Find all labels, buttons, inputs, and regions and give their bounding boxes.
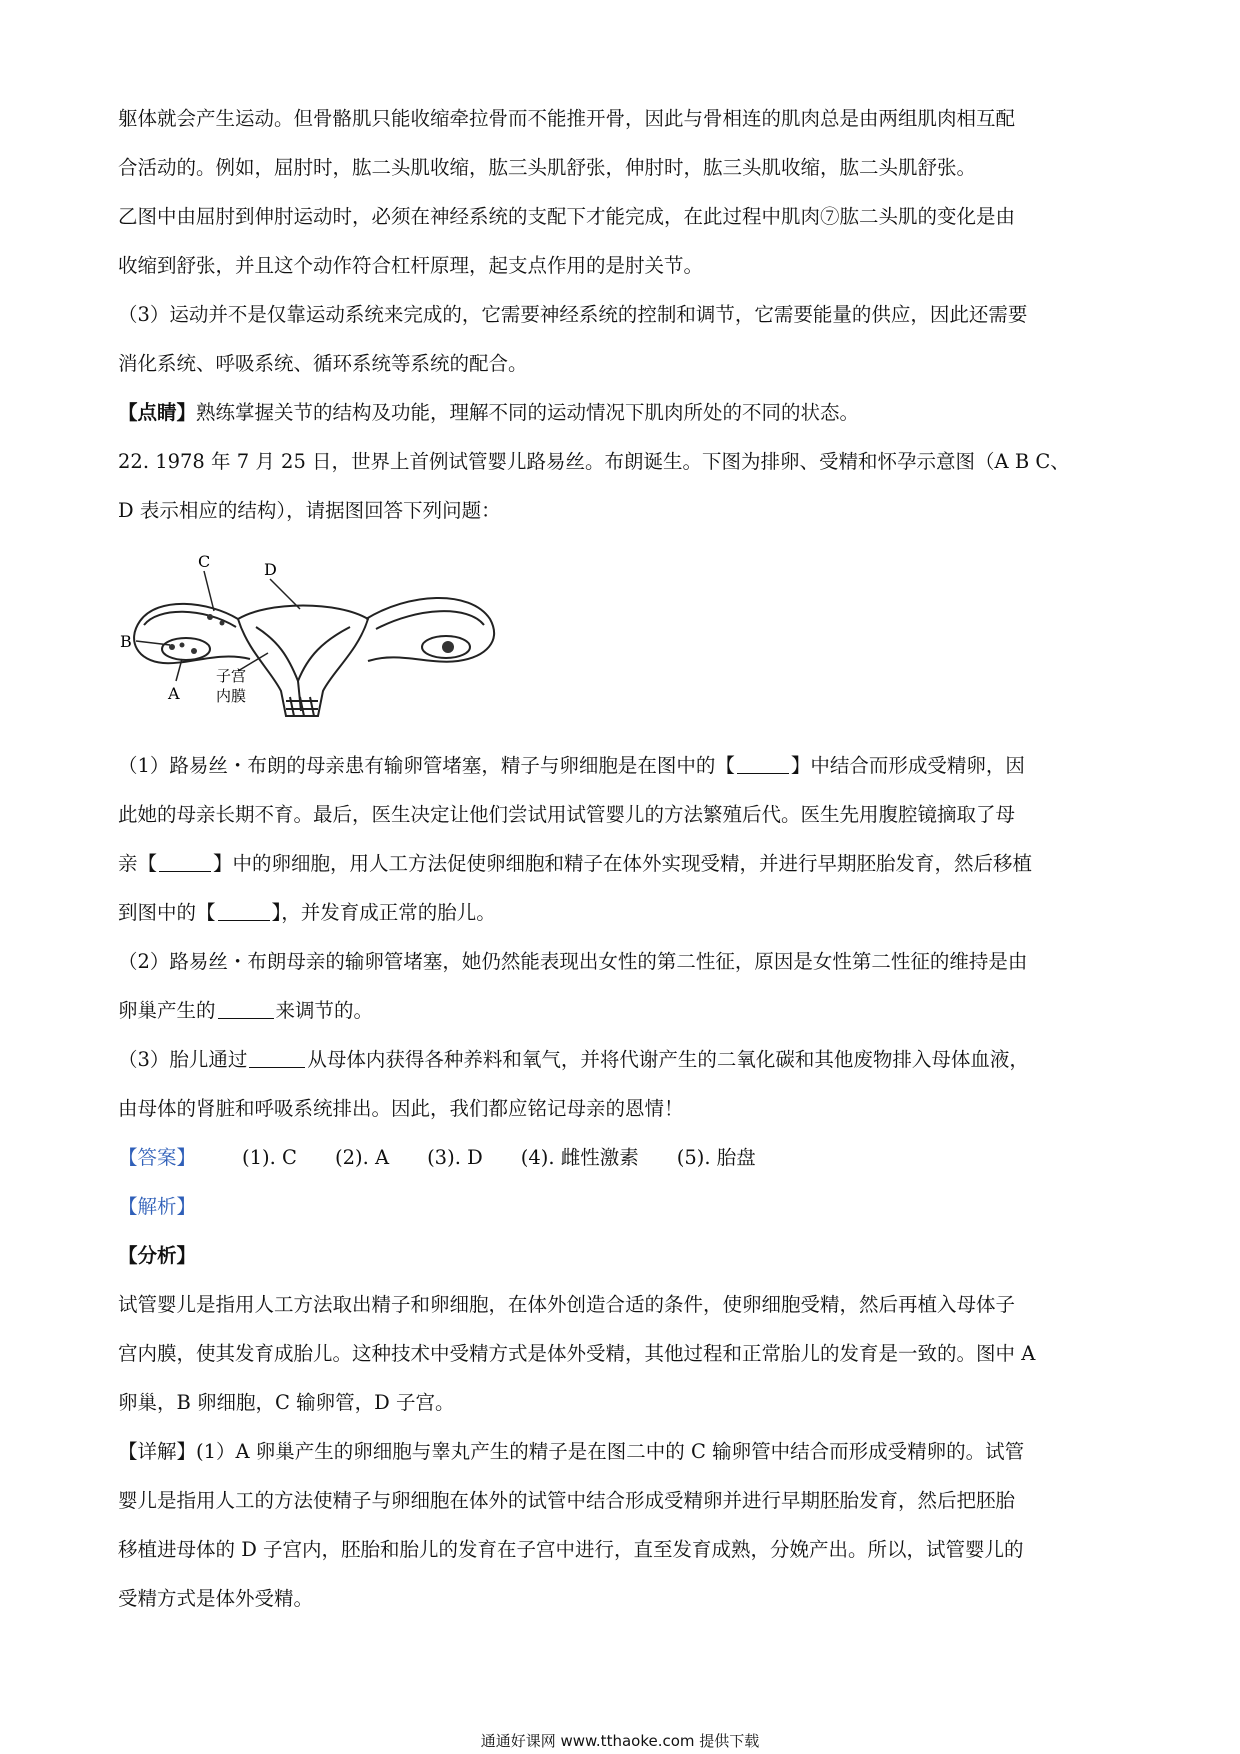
answer-tag: 【答案】 [118, 1146, 197, 1169]
question-22-line: 22. 1978 年 7 月 25 日，世界上首例试管婴儿路易丝。布朗诞生。下图为排卵、受精和怀孕示意图（A B C、 [118, 450, 1070, 473]
label-uterus-lining-2: 内膜 [216, 687, 247, 705]
q3-line: 由母体的肾脏和呼吸系统排出。因此，我们都应铭记母亲的恩情！ [118, 1097, 684, 1120]
answer-item: (3). D [427, 1146, 483, 1169]
answer-blank[interactable] [159, 851, 211, 872]
q1-text: （1）路易丝・布朗的母亲患有输卵管堵塞，精子与卵细胞是在图中的【 [118, 754, 735, 777]
q2-line: （2）路易丝・布朗母亲的输卵管堵塞，她仍然能表现出女性的第二性征，原因是女性第二性征的维持是由 [118, 950, 1028, 973]
q1-line [118, 888, 1130, 937]
paragraph-line: （3）运动并不是仅靠运动系统来完成的，它需要神经系统的控制和调节，它需要能量的供应，因此还需要 [118, 303, 1028, 326]
document-page [118, 94, 1130, 1623]
answer-item: (2). A [334, 1146, 390, 1169]
q1-text: 到图中的【 [118, 901, 216, 924]
label-b: B [120, 632, 132, 651]
analysis-line: 试管婴儿是指用人工方法取出精子和卵细胞，在体外创造合适的条件，使卵细胞受精，然后再植入母体子 [118, 1293, 1016, 1316]
question-22-line: D 表示相应的结构），请据图回答下列问题： [118, 499, 501, 522]
uterus-illustration [118, 541, 538, 731]
q2-line [118, 986, 1130, 1035]
dianjing-text: 熟练掌握关节的结构及功能，理解不同的运动情况下肌肉所处的不同的状态。 [196, 401, 860, 424]
paragraph-line: 合活动的。例如，屈肘时，肱二头肌收缩，肱三头肌舒张，伸肘时，肱三头肌收缩，肱二头肌舒张。 [118, 156, 977, 179]
detail-line: 婴儿是指用人工的方法使精子与卵细胞在体外的试管中结合形成受精卵并进行早期胚胎发育，然后把胚胎 [118, 1489, 1016, 1512]
answer-row [118, 1133, 1130, 1182]
page-footer: 通通好课网 www.tthaoke.com 提供下载 [480, 1732, 760, 1750]
answer-blank[interactable] [249, 1047, 305, 1068]
paragraph-line: 收缩到舒张，并且这个动作符合杠杆原理，起支点作用的是肘关节。 [118, 254, 704, 277]
analysis-line: 宫内膜，使其发育成胎儿。这种技术中受精方式是体外受精，其他过程和正常胎儿的发育是一致的。图中 A [118, 1342, 1036, 1365]
dianjing-line [118, 388, 1130, 437]
dianjing-tag: 【点睛】 [118, 401, 197, 424]
answer-item: (4). 雌性激素 [520, 1146, 639, 1169]
label-a: A [168, 684, 180, 703]
q3-text: （3）胎儿通过 [118, 1048, 248, 1071]
q3-text: 从母体内获得各种养料和氧气，并将代谢产生的二氧化碳和其他废物排入母体血液， [307, 1048, 1029, 1071]
paragraph-line: 消化系统、呼吸系统、循环系统等系统的配合。 [118, 352, 528, 375]
q1-text: 】中结合而形成受精卵，因 [790, 754, 1025, 777]
detail-line: 受精方式是体外受精。 [118, 1587, 314, 1610]
answer-item: (5). 胎盘 [676, 1146, 756, 1169]
analysis-line: 卵巢，B 卵细胞，C 输卵管，D 子宫。 [118, 1391, 455, 1414]
paragraph-line: 乙图中由屈肘到伸肘运动时，必须在神经系统的支配下才能完成，在此过程中肌肉⑦肱二头肌的变化是由 [118, 205, 1016, 228]
detail-line: 移植进母体的 D 子宫内，胚胎和胎儿的发育在子宫中进行，直至发育成熟，分娩产出。所以，试管婴儿的 [118, 1538, 1024, 1561]
jiexi-heading: 【解析】 [118, 1195, 197, 1218]
paragraph-line: 躯体就会产生运动。但骨骼肌只能收缩牵拉骨而不能推开骨，因此与骨相连的肌肉总是由两组肌肉相互配 [118, 107, 1016, 130]
answer-blank[interactable] [737, 753, 789, 774]
q3-line [118, 1035, 1130, 1084]
q2-text: 来调节的。 [275, 999, 374, 1022]
fenxi-heading: 【分析】 [118, 1244, 197, 1267]
q1-line [118, 839, 1130, 888]
q1-text: 亲【 [118, 852, 158, 875]
q1-text: 】，并发育成正常的胎儿。 [271, 901, 496, 924]
answer-item: (1). C [242, 1146, 297, 1169]
label-c: C [198, 552, 211, 571]
q2-text: 卵巢产生的 [118, 999, 216, 1022]
q1-line: 此她的母亲长期不育。最后，医生决定让他们尝试用试管婴儿的方法繁殖后代。医生先用腹腔镜摘取了母 [118, 803, 1016, 826]
answer-blank[interactable] [218, 998, 274, 1019]
answer-blank[interactable] [218, 900, 270, 921]
label-d: D [264, 560, 277, 579]
reproductive-system-diagram [118, 541, 538, 731]
q1-line [118, 741, 1130, 790]
label-uterus-lining: 子宫 [216, 667, 247, 685]
detail-line: 【详解】(1）A 卵巢产生的卵细胞与睾丸产生的精子是在图二中的 C 输卵管中结合而形成受精卵的。试管 [118, 1440, 1025, 1463]
q1-text: 】中的卵细胞，用人工方法促使卵细胞和精子在体外实现受精，并进行早期胚胎发育，然后移植 [213, 852, 1033, 875]
